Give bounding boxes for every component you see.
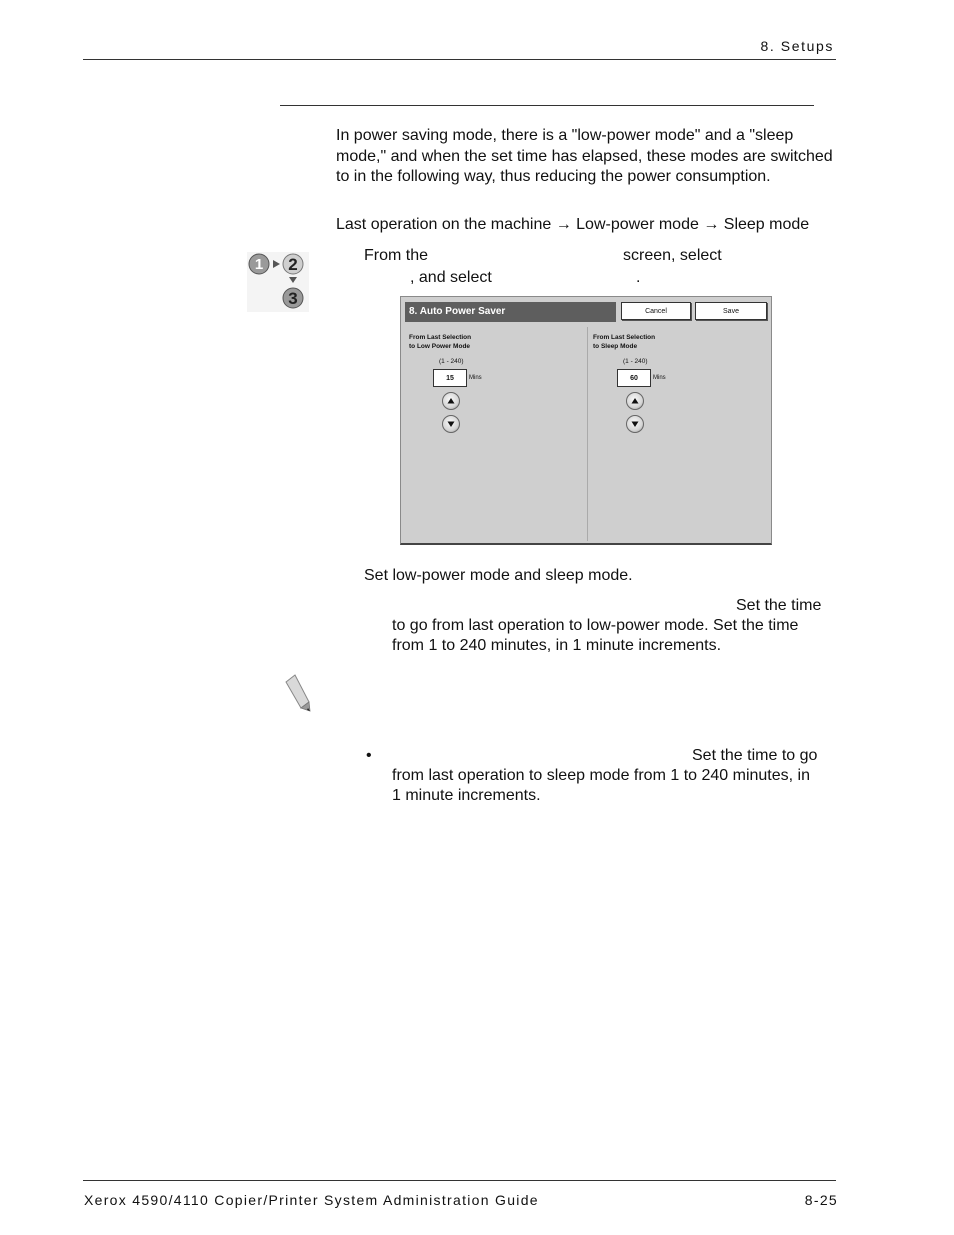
intro-paragraph: In power saving mode, there is a "low-power mode" and a "sleep mode," and when the set time has elapsed, these modes are switched to in the following way, thus reducing the power consumption. [336, 127, 833, 185]
low-power-desc-3: from 1 to 240 minutes, in 1 minute increments. [392, 637, 722, 654]
step-text-and-select: , and select [410, 269, 492, 286]
page-number: 8-25 [804, 1192, 838, 1208]
sleep-up-button[interactable] [626, 392, 644, 410]
footer-rule [83, 1180, 836, 1181]
save-button[interactable]: Save [695, 302, 767, 320]
sleep-label: From Last Selection to Sleep Mode [593, 334, 656, 350]
arrow-up-icon [447, 397, 455, 405]
sleep-range: (1 - 240) [623, 358, 648, 365]
low-power-desc-2: to go from last operation to low-power mode. Set the time [392, 617, 799, 634]
screen-title: 8. Auto Power Saver [405, 302, 616, 322]
sleep-desc-3: 1 minute increments. [392, 787, 541, 804]
step-text-screen: screen, select [623, 247, 722, 264]
sleep-value-field[interactable]: 60 [617, 369, 651, 387]
header-rule [83, 59, 836, 60]
low-power-up-button[interactable] [442, 392, 460, 410]
sleep-desc-1: Set the time to go [692, 747, 818, 764]
low-power-down-button[interactable] [442, 415, 460, 433]
footer-title: Xerox 4590/4110 Copier/Printer System Administration Guide [84, 1192, 539, 1208]
arrow-down-icon [631, 420, 639, 428]
arrow-up-icon [631, 397, 639, 405]
bullet: • [366, 747, 372, 764]
svg-text:1: 1 [254, 256, 264, 273]
section-header: 8. Setups [760, 38, 834, 54]
step-text-period: . [636, 269, 641, 286]
pencil-note-icon [283, 672, 313, 714]
title-rule [280, 105, 814, 106]
mode-sequence: Last operation on the machine → Low-power mode → Sleep mode [336, 216, 810, 233]
sleep-desc-2: from last operation to sleep mode from 1 to 240 minutes, in [392, 767, 810, 784]
step-123-icon [247, 252, 309, 312]
panel-divider [587, 327, 588, 541]
svg-text:3: 3 [288, 289, 298, 308]
low-power-desc-1: Set the time [736, 597, 822, 614]
svg-text:2: 2 [288, 255, 298, 274]
low-power-label: From Last Selection to Low Power Mode [409, 334, 472, 350]
cancel-button[interactable]: Cancel [621, 302, 691, 320]
low-power-unit: Mins [469, 375, 482, 381]
set-modes-text: Set low-power mode and sleep mode. [364, 567, 633, 584]
auto-power-saver-screen [400, 296, 772, 545]
sleep-unit: Mins [653, 375, 666, 381]
low-power-value-field[interactable]: 15 [433, 369, 467, 387]
arrow-down-icon [447, 420, 455, 428]
low-power-range: (1 - 240) [439, 358, 464, 365]
sleep-down-button[interactable] [626, 415, 644, 433]
step-text-from: From the [364, 247, 429, 264]
